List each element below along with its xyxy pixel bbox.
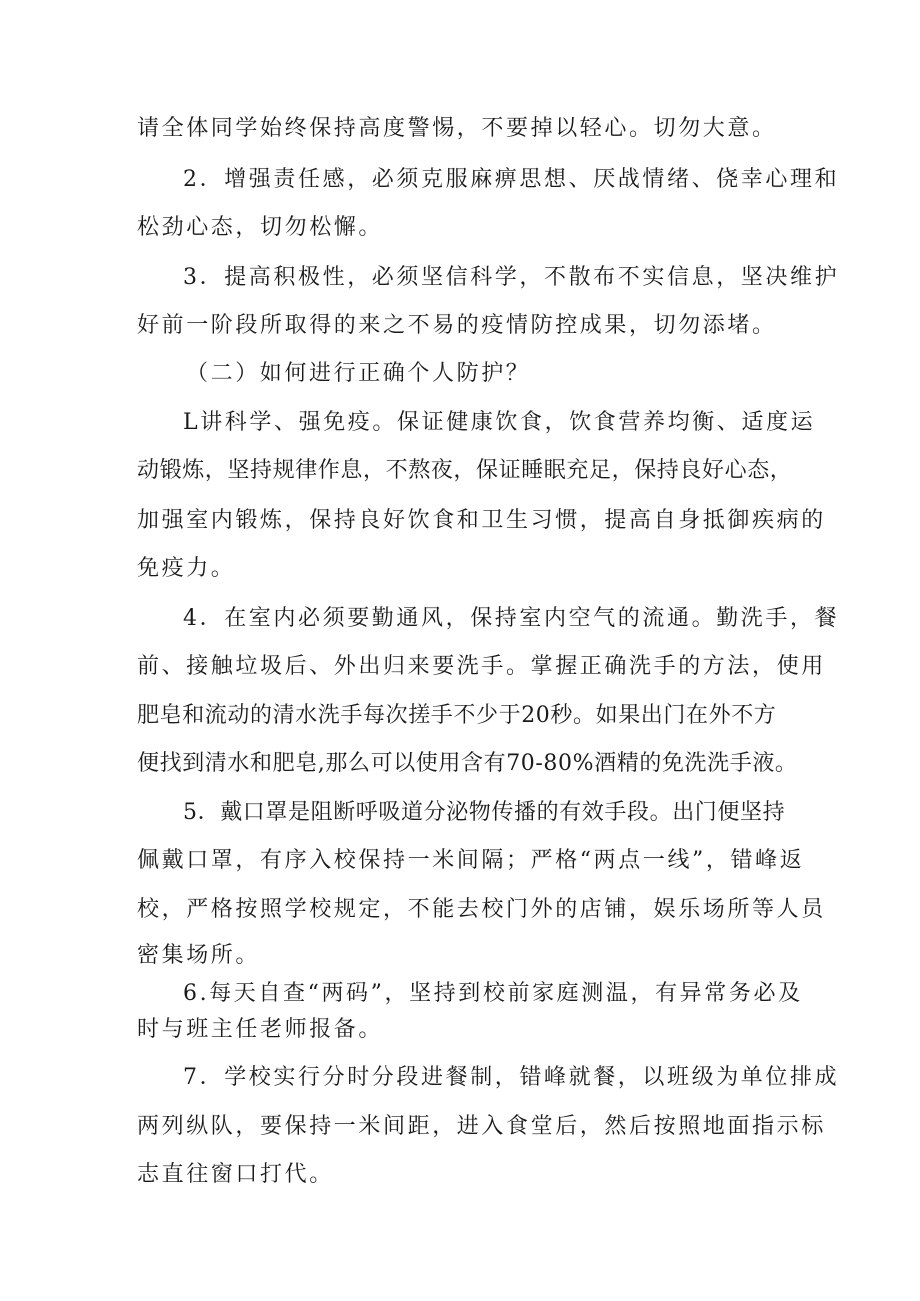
paragraph-line: 加强室内锻炼，保持良好饮食和卫生习惯，提高自身抵御疾病的	[137, 508, 826, 533]
item-5-line: 5．戴口罩是阻断呼吸道分泌物传播的有效手段。出门便坚持	[183, 800, 786, 825]
item-1-line: L讲科学、强免疫。保证健康饮食，饮食营养均衡、适度运	[183, 410, 816, 435]
paragraph-line: 免疫力。	[137, 556, 236, 581]
item-6-line: 6.每天自查“两码”，坚持到校前家庭测温，有异常务必及	[183, 981, 803, 1006]
section-heading: （二）如何进行正确个人防护？	[186, 361, 531, 386]
paragraph-line: 请全体同学始终保持高度警惕，不要掉以轻心。切勿大意。	[137, 116, 777, 141]
paragraph-line: 两列纵队，要保持一米间距，进入食堂后，然后按照地面指示标	[137, 1114, 826, 1139]
paragraph-line: 校，严格按照学校规定，不能去校门外的店铺，娱乐场所等人员	[137, 897, 826, 922]
paragraph-line: 动锻炼，坚持规律作息，不熬夜，保证睡眠充足，保持良好心态，	[137, 458, 793, 483]
paragraph-line: 便找到清水和肥皂,那么可以使用含有70-80%酒精的免洗洗手液。	[137, 751, 798, 776]
paragraph-line: 志直往窗口打代。	[137, 1162, 334, 1187]
paragraph-line: 好前一阶段所取得的来之不易的疫情防控成果，切勿添堵。	[137, 313, 777, 338]
item-7-line: 7．学校实行分时分段进餐制，错峰就餐，以班级为单位排成	[183, 1065, 840, 1090]
item-2-line: 2．增强责任感，必须克服麻痹思想、厌战情绪、侥幸心理和	[183, 167, 840, 192]
paragraph-line: 时与班主任老师报备。	[137, 1017, 384, 1042]
paragraph-line: 松劲心态，切勿松懈。	[137, 215, 384, 240]
paragraph-line: 前、接触垃圾后、外出归来要洗手。掌握正确洗手的方法，使用	[137, 654, 826, 679]
item-3-line: 3．提高积极性，必须坚信科学，不散布不实信息，坚决维护	[183, 265, 840, 290]
item-4-line: 4．在室内必须要勤通风，保持室内空气的流通。勤洗手，餐	[183, 606, 840, 631]
paragraph-line: 佩戴口罩，有序入校保持一米间隔；严格“两点一线”，错峰返	[137, 848, 805, 873]
paragraph-line: 密集场所。	[137, 943, 261, 968]
paragraph-line: 肥皂和流动的清水洗手每次搓手不少于20秒。如果出门在外不方	[137, 703, 777, 728]
